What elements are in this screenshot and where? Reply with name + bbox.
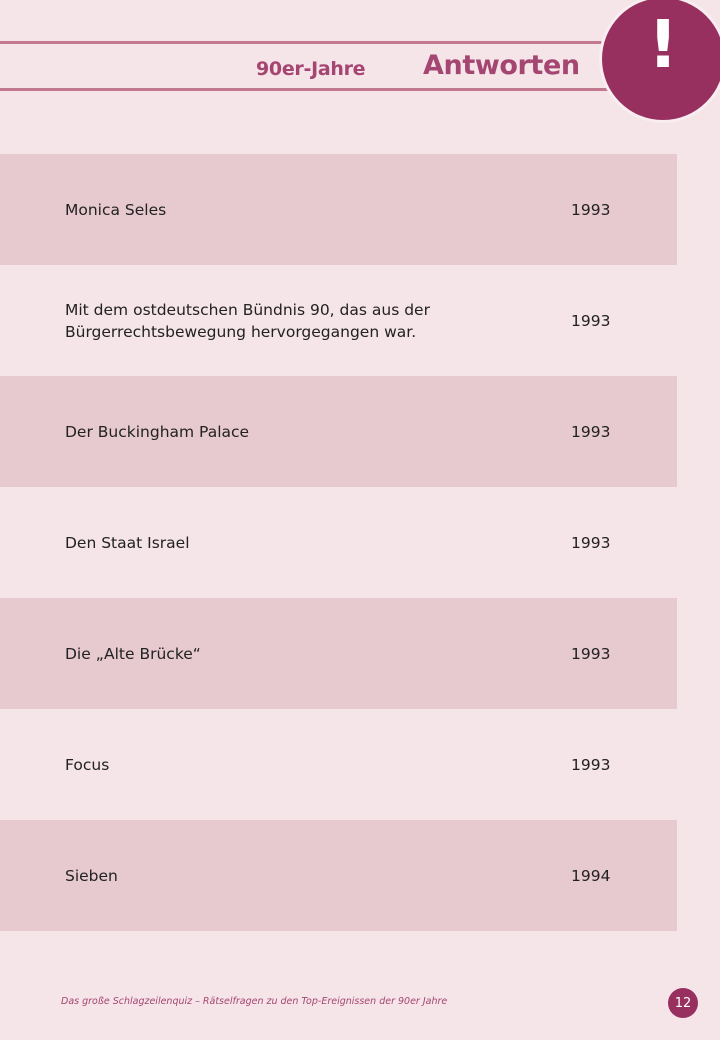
footer-text: Das große Schlagzeilenquiz – Rätselfragen zu den Top-Ereignissen der 90er Jahre <box>61 996 448 1007</box>
answer-text: Mit dem ostdeutschen Bündnis 90, das aus der Bürgerrechtsbewegung hervorgegangen war. <box>65 300 430 341</box>
answer-year: 1993 <box>571 755 611 774</box>
answer-text: Monica Seles <box>65 200 167 219</box>
answer-row <box>0 487 677 598</box>
exclamation-icon: ! <box>647 6 679 83</box>
answer-row <box>0 265 677 376</box>
answer-row <box>0 598 677 709</box>
page-number: 12 <box>668 988 698 1018</box>
section-subtitle: 90er-Jahre <box>256 58 366 80</box>
answers-list <box>0 154 677 931</box>
header-rule-bottom <box>0 88 612 91</box>
answer-year: 1993 <box>571 644 611 663</box>
answer-row <box>0 376 677 487</box>
answer-year: 1993 <box>571 311 611 330</box>
page-title: Antworten <box>423 50 580 81</box>
answer-row <box>0 820 677 931</box>
header-rule-top <box>0 41 612 44</box>
answer-text: Den Staat Israel <box>65 533 190 552</box>
exclamation-badge-icon <box>602 0 720 120</box>
answer-year: 1993 <box>571 422 611 441</box>
answer-text: Focus <box>65 755 110 774</box>
answer-year: 1993 <box>571 533 611 552</box>
answer-year: 1994 <box>571 866 611 885</box>
answer-row <box>0 154 677 265</box>
answer-text: Die „Alte Brücke“ <box>65 644 201 663</box>
answer-text: Sieben <box>65 866 118 885</box>
answer-text: Der Buckingham Palace <box>65 422 250 441</box>
answer-year: 1993 <box>571 200 611 219</box>
answer-row <box>0 709 677 820</box>
